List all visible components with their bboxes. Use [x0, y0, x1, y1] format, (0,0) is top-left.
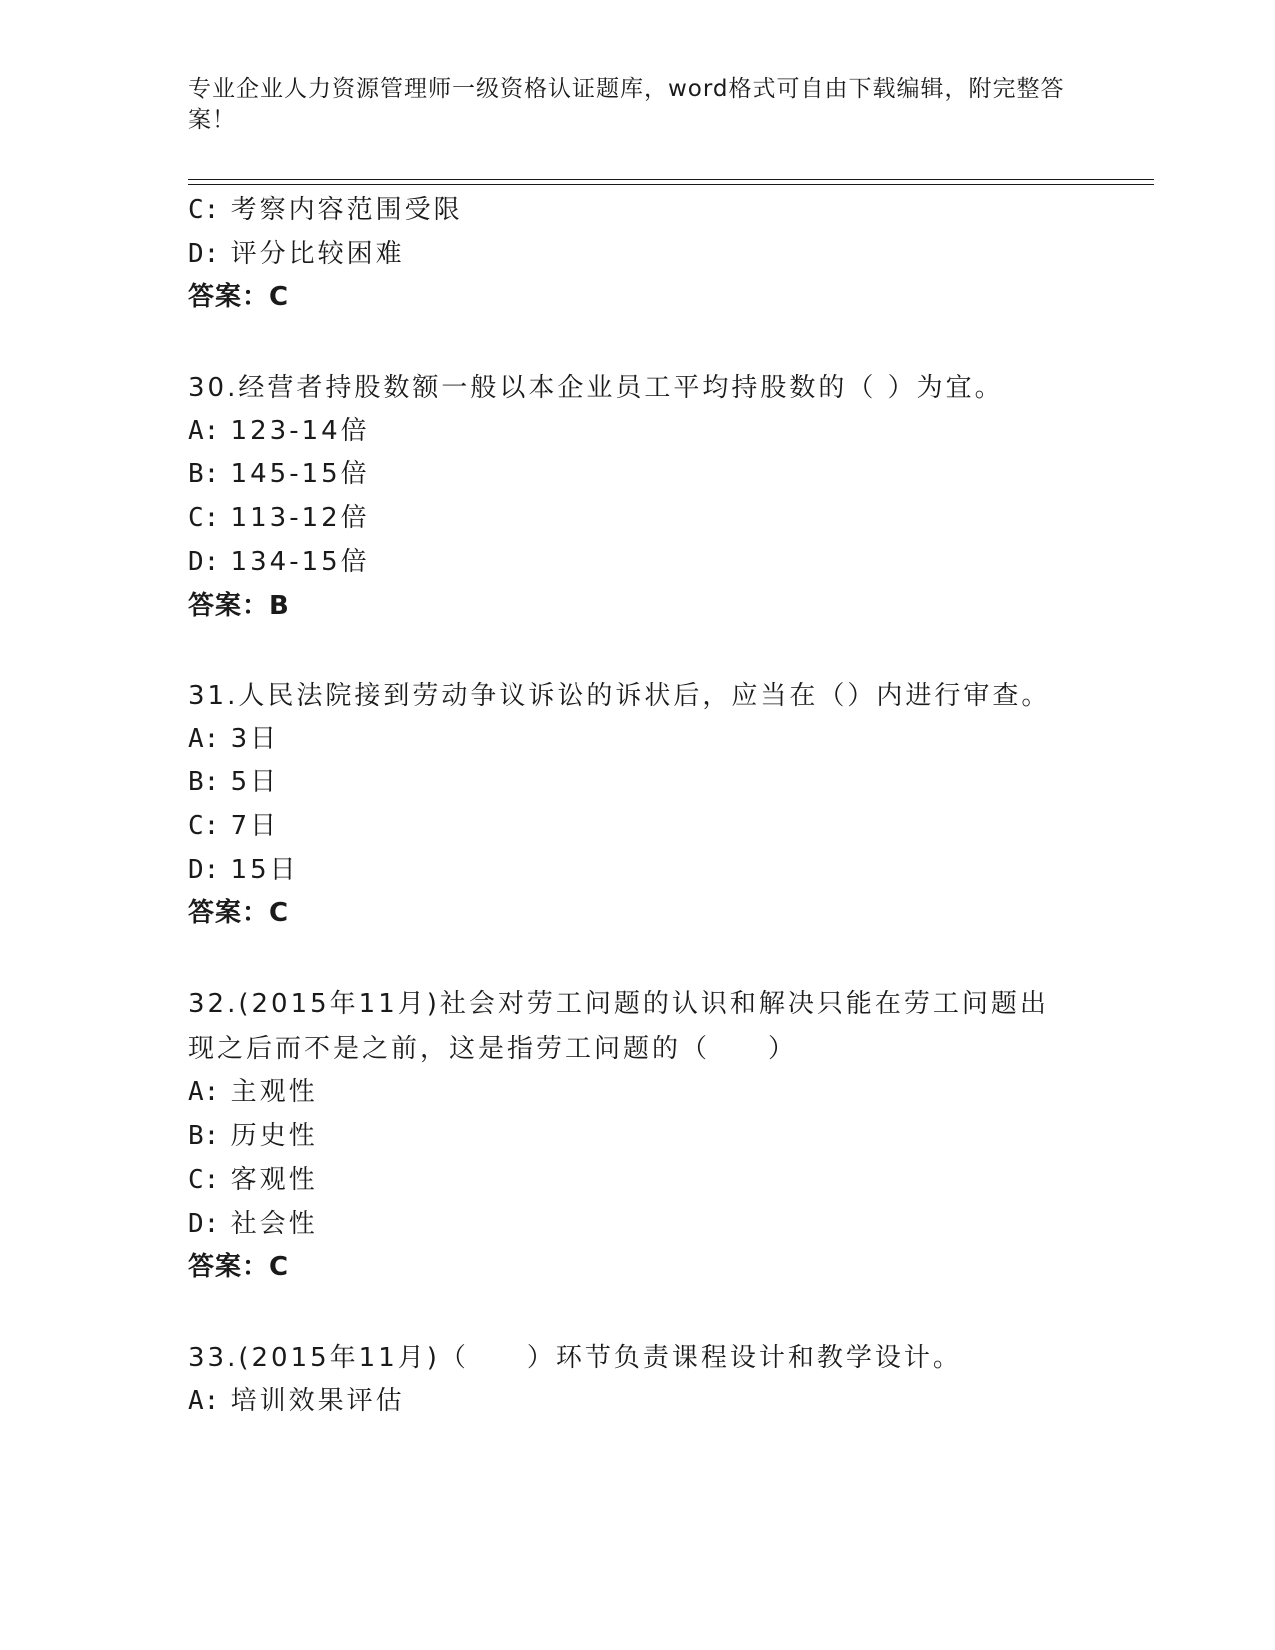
option-line: [188, 1119, 318, 1153]
option-label: D:: [188, 547, 220, 577]
option-text: 历史性: [230, 1121, 318, 1151]
option-label: C:: [188, 503, 220, 533]
option-line: [188, 1163, 318, 1197]
option-line: [188, 457, 370, 491]
document-header: 专业企业人力资源管理师一级资格认证题库，word格式可自由下载编辑，附完整答案！: [188, 76, 1065, 133]
option-text: 主观性: [230, 1077, 318, 1107]
option-line: [188, 1075, 318, 1109]
option-label: A:: [188, 724, 220, 754]
option-label: A:: [188, 416, 220, 446]
option-label: D:: [188, 239, 220, 269]
option-line: [188, 193, 463, 227]
option-line: [188, 414, 370, 448]
option-line: [188, 1384, 405, 1418]
question-stem: 33.(2015年11月)（ ）环节负责课程设计和教学设计。: [188, 1343, 962, 1373]
option-text: 7日: [230, 811, 280, 841]
option-text: 评分比较困难: [230, 239, 405, 269]
option-text: 5日: [230, 767, 280, 797]
option-text: 113-12倍: [230, 503, 370, 533]
option-text: 客观性: [230, 1165, 318, 1195]
option-label: A:: [188, 1077, 220, 1107]
option-line: [188, 765, 279, 799]
option-line: [188, 501, 370, 535]
answer-line: 答案：B: [188, 591, 290, 621]
option-line: [188, 545, 370, 579]
option-text: 社会性: [230, 1209, 318, 1239]
option-label: C:: [188, 811, 220, 841]
option-text: 培训效果评估: [230, 1386, 405, 1416]
question-stem: 32.(2015年11月)社会对劳工问题的认识和解决只能在劳工问题出现之后而不是之前，这是指劳工问题的（ ）: [188, 989, 1049, 1064]
option-text: 15日: [230, 855, 299, 885]
option-label: B:: [188, 1121, 220, 1151]
option-label: C:: [188, 1165, 220, 1195]
option-text: 考察内容范围受限: [230, 195, 463, 225]
option-label: D:: [188, 855, 220, 885]
option-text: 3日: [230, 724, 280, 754]
option-label: B:: [188, 459, 220, 489]
answer-line: 答案：C: [188, 1252, 290, 1282]
option-line: [188, 1207, 318, 1241]
option-label: B:: [188, 767, 220, 797]
option-line: [188, 809, 279, 843]
header-rule-bottom: [188, 184, 1154, 185]
option-line: [188, 853, 299, 887]
option-label: A:: [188, 1386, 220, 1416]
answer-line: 答案：C: [188, 898, 290, 928]
option-line: [188, 237, 405, 271]
option-text: 123-14倍: [230, 416, 370, 446]
header-rule-top: [188, 179, 1154, 180]
option-text: 145-15倍: [230, 459, 370, 489]
question-stem: 31.人民法院接到劳动争议诉讼的诉状后，应当在（）内进行审查。: [188, 681, 1051, 711]
option-text: 134-15倍: [230, 547, 370, 577]
option-label: C:: [188, 195, 220, 225]
answer-line: 答案：C: [188, 282, 290, 312]
option-line: [188, 722, 279, 756]
option-label: D:: [188, 1209, 220, 1239]
question-stem: 30.经营者持股数额一般以本企业员工平均持股数的（ ）为宜。: [188, 373, 1004, 403]
